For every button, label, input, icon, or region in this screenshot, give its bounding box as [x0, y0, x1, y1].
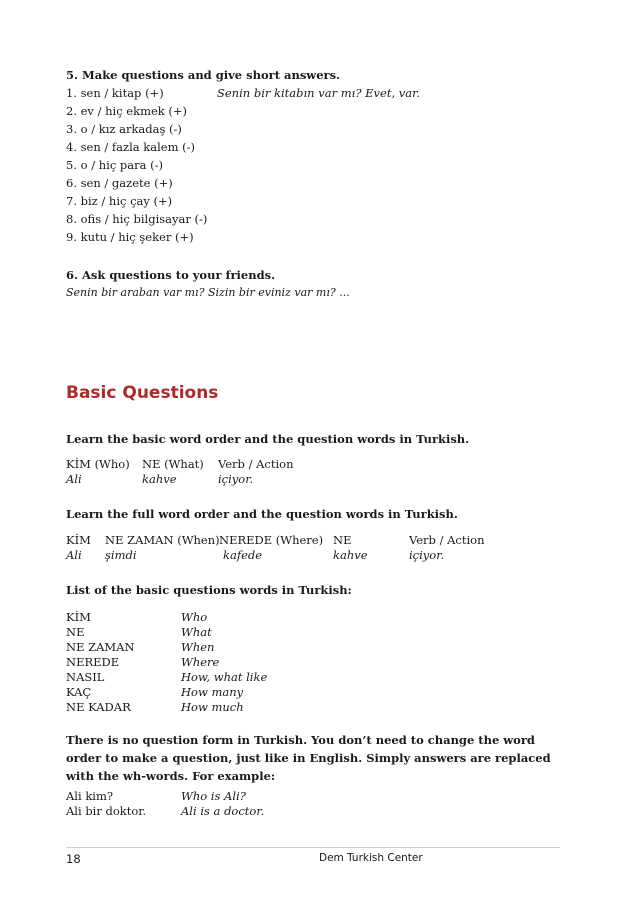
english-sentence: Ali is a doctor.	[181, 804, 265, 818]
example-cell: Ali	[66, 472, 82, 486]
english-word: How much	[181, 700, 244, 714]
list-item	[66, 174, 340, 192]
english-word: How many	[181, 685, 244, 699]
list-item	[66, 685, 352, 700]
header-cell: KİM (Who)	[66, 457, 130, 471]
english-word: Where	[181, 655, 220, 669]
list-item	[66, 700, 352, 715]
exercise-item-text: 6. sen / gazete (+)	[66, 176, 173, 190]
list-item	[66, 228, 340, 246]
turkish-word: NE KADAR	[66, 700, 131, 714]
turkish-word: KİM	[66, 610, 91, 624]
list-intro: List of the basic questions words in Turkish:	[66, 583, 352, 597]
exercise-6-example: Senin bir araban var mı? Sizin bir eviniz var mı? ...	[66, 286, 350, 299]
full-intro: Learn the full word order and the question words in Turkish.	[66, 507, 458, 521]
exercise-6	[66, 266, 350, 302]
list-item	[66, 670, 352, 685]
full-word-order	[66, 505, 485, 563]
section-title: Basic Questions	[66, 383, 219, 403]
example-cell: şimdi	[105, 548, 137, 562]
exercise-item-text: 3. o / kız arkadaş (-)	[66, 122, 182, 136]
page-footer	[66, 847, 560, 868]
exercise-item-text: 7. biz / hiç çay (+)	[66, 194, 173, 208]
turkish-word: NE ZAMAN	[66, 640, 135, 654]
example-cell: içiyor.	[409, 548, 445, 562]
header-cell: NEREDE (Where)	[219, 533, 324, 547]
english-word: When	[181, 640, 215, 654]
basic-header-row	[66, 457, 469, 472]
list-item	[66, 156, 340, 174]
exercise-item-text: 1. sen / kitap (+)	[66, 86, 164, 100]
header-cell: KİM	[66, 533, 91, 547]
exercise-item-text: 5. o / hiç para (-)	[66, 158, 164, 172]
list-item	[66, 655, 352, 670]
full-header-row	[66, 533, 485, 548]
basic-intro: Learn the basic word order and the question words in Turkish.	[66, 432, 470, 446]
english-word: Who	[181, 610, 208, 624]
list-item	[66, 610, 352, 625]
exercise-item-text: 4. sen / fazla kalem (-)	[66, 140, 196, 154]
example-cell: kafede	[223, 548, 263, 562]
footer-text: Dem Turkish Center	[319, 852, 423, 864]
header-cell: Verb / Action	[409, 533, 485, 547]
turkish-sentence: Ali kim?	[66, 789, 114, 803]
example-cell: kahve	[333, 548, 368, 562]
list-item	[66, 640, 352, 655]
list-item	[66, 120, 340, 138]
english-sentence: Who is Ali?	[181, 789, 246, 803]
list-item	[66, 102, 340, 120]
header-cell: NE	[333, 533, 352, 547]
list-item	[66, 625, 352, 640]
turkish-word: NE	[66, 625, 85, 639]
example-cell: Ali	[66, 548, 82, 562]
english-word: What	[181, 625, 212, 639]
question-words	[66, 581, 352, 715]
header-cell: Verb / Action	[218, 457, 294, 471]
exercise-item-answer: Senin bir kitabın var mı? Evet, var.	[217, 86, 421, 100]
list-item	[66, 84, 421, 102]
header-cell: NE ZAMAN (When)	[105, 533, 220, 547]
list-item	[66, 192, 340, 210]
header-cell: NE (What)	[142, 457, 204, 471]
turkish-word: NEREDE	[66, 655, 120, 669]
list-item	[66, 210, 340, 228]
exercise-5	[66, 66, 421, 246]
page-number: 18	[66, 852, 81, 866]
turkish-sentence: Ali bir doktor.	[66, 804, 147, 818]
note-paragraph: There is no question form in Turkish. You don’t need to change the word order to make a question, just like in English. Simply answers are replaced with the wh-words. For example:	[66, 733, 551, 783]
turkish-word: NASIL	[66, 670, 105, 684]
exercise-item-text: 8. ofis / hiç bilgisayar (-)	[66, 212, 208, 226]
exercise-5-heading: 5. Make questions and give short answers.	[66, 68, 341, 82]
basic-example-row	[66, 472, 469, 487]
list-item	[66, 138, 340, 156]
exercise-item-text: 9. kutu / hiç şeker (+)	[66, 230, 194, 244]
example-cell: içiyor.	[218, 472, 254, 486]
basic-word-order	[66, 430, 469, 487]
example-cell: kahve	[142, 472, 177, 486]
exercise-6-heading: 6. Ask questions to your friends.	[66, 268, 276, 282]
exercise-item-text: 2. ev / hiç ekmek (+)	[66, 104, 188, 118]
english-word: How, what like	[181, 670, 268, 684]
full-example-row	[66, 548, 458, 563]
turkish-word: KAÇ	[66, 685, 92, 699]
